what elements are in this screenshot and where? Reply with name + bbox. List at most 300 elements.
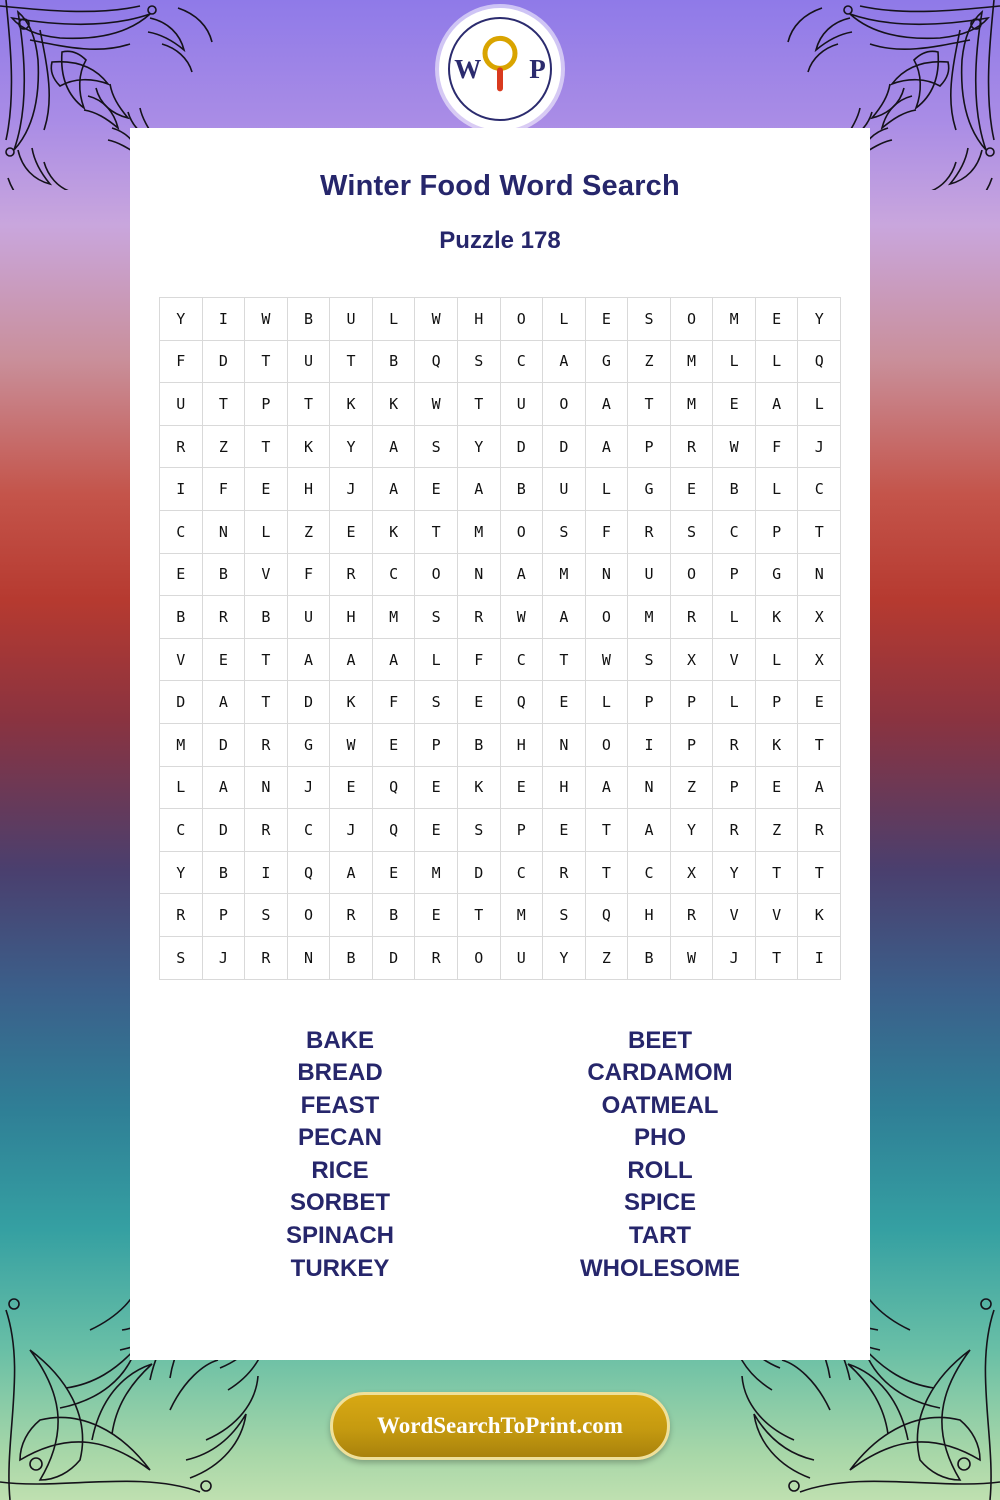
letter-cell[interactable]: T	[330, 340, 373, 383]
word-list-item[interactable]: SORBET	[289, 1189, 390, 1217]
letter-cell[interactable]: C	[372, 553, 415, 596]
letter-cell[interactable]: L	[245, 510, 288, 553]
letter-cell[interactable]: D	[202, 340, 245, 383]
letter-cell[interactable]: N	[585, 553, 628, 596]
word-list-item[interactable]: BAKE	[305, 1026, 374, 1054]
letter-cell[interactable]: Z	[755, 809, 798, 852]
letter-cell[interactable]: S	[415, 425, 458, 468]
letter-cell[interactable]: A	[585, 425, 628, 468]
letter-cell[interactable]: T	[245, 340, 288, 383]
letter-cell[interactable]: B	[372, 894, 415, 937]
letter-cell[interactable]: P	[713, 553, 756, 596]
letter-cell[interactable]: U	[543, 468, 586, 511]
letter-grid-row	[160, 894, 841, 937]
magnifier-icon	[477, 35, 523, 93]
letter-cell[interactable]: C	[500, 638, 543, 681]
letter-cell[interactable]: C	[160, 510, 203, 553]
letter-cell[interactable]: W	[585, 638, 628, 681]
letter-cell[interactable]: S	[543, 510, 586, 553]
letter-cell[interactable]: R	[330, 894, 373, 937]
letter-cell[interactable]: A	[585, 766, 628, 809]
letter-cell[interactable]: J	[287, 766, 330, 809]
letter-cell[interactable]: A	[330, 638, 373, 681]
letter-cell[interactable]: N	[457, 553, 500, 596]
letter-cell[interactable]: B	[160, 596, 203, 639]
word-list-item[interactable]: BREAD	[297, 1059, 383, 1087]
letter-cell[interactable]: N	[543, 723, 586, 766]
letter-cell[interactable]: Q	[415, 340, 458, 383]
letter-cell[interactable]: T	[457, 894, 500, 937]
letter-cell[interactable]: S	[415, 596, 458, 639]
letter-cell[interactable]: M	[628, 596, 671, 639]
letter-cell[interactable]: J	[713, 936, 756, 979]
letter-cell[interactable]: M	[670, 340, 713, 383]
letter-cell[interactable]: E	[415, 766, 458, 809]
site-footer-button[interactable]	[330, 1392, 670, 1460]
letter-cell[interactable]: O	[500, 510, 543, 553]
letter-cell[interactable]: A	[798, 766, 841, 809]
letter-grid-body	[160, 298, 841, 980]
letter-grid-wrapper	[159, 297, 841, 980]
letter-cell[interactable]: J	[798, 425, 841, 468]
letter-cell[interactable]: L	[543, 298, 586, 341]
letter-cell[interactable]: C	[160, 809, 203, 852]
letter-cell[interactable]: E	[372, 851, 415, 894]
letter-cell[interactable]: W	[415, 383, 458, 426]
letter-cell[interactable]: C	[287, 809, 330, 852]
letter-cell[interactable]: C	[500, 851, 543, 894]
letter-cell[interactable]: A	[202, 681, 245, 724]
letter-cell[interactable]: Q	[798, 340, 841, 383]
letter-cell[interactable]: K	[755, 596, 798, 639]
letter-cell[interactable]: V	[755, 894, 798, 937]
letter-cell[interactable]: W	[330, 723, 373, 766]
letter-cell[interactable]: R	[713, 809, 756, 852]
letter-cell[interactable]: A	[287, 638, 330, 681]
word-list-item[interactable]: OATMEAL	[601, 1091, 719, 1119]
letter-cell[interactable]: A	[755, 383, 798, 426]
letter-cell[interactable]: O	[415, 553, 458, 596]
letter-cell[interactable]: O	[670, 298, 713, 341]
letter-cell[interactable]: Q	[287, 851, 330, 894]
letter-cell[interactable]: U	[500, 383, 543, 426]
letter-cell[interactable]: F	[202, 468, 245, 511]
letter-cell[interactable]: Y	[330, 425, 373, 468]
letter-cell[interactable]: Y	[543, 936, 586, 979]
logo-circle	[448, 17, 552, 121]
letter-cell[interactable]: Z	[628, 340, 671, 383]
letter-cell[interactable]: S	[670, 510, 713, 553]
letter-cell[interactable]: R	[628, 510, 671, 553]
letter-cell[interactable]: I	[160, 468, 203, 511]
word-list-item[interactable]: TART	[628, 1222, 692, 1250]
letter-cell[interactable]: Q	[372, 766, 415, 809]
letter-cell[interactable]: E	[543, 809, 586, 852]
letter-cell[interactable]: K	[372, 383, 415, 426]
letter-cell[interactable]: B	[628, 936, 671, 979]
letter-cell[interactable]: Z	[585, 936, 628, 979]
letter-cell[interactable]: Y	[798, 298, 841, 341]
word-list	[180, 1025, 820, 1286]
letter-grid-row	[160, 596, 841, 639]
letter-cell[interactable]: M	[372, 596, 415, 639]
letter-cell[interactable]: F	[160, 340, 203, 383]
letter-cell[interactable]: A	[543, 596, 586, 639]
letter-cell[interactable]: T	[245, 681, 288, 724]
letter-cell[interactable]: Y	[457, 425, 500, 468]
word-list-item[interactable]: BEET	[627, 1026, 692, 1054]
letter-cell[interactable]: W	[670, 936, 713, 979]
letter-cell[interactable]: E	[543, 681, 586, 724]
letter-cell[interactable]: A	[372, 425, 415, 468]
letter-cell[interactable]: L	[372, 298, 415, 341]
letter-cell[interactable]: K	[798, 894, 841, 937]
letter-cell[interactable]: X	[798, 596, 841, 639]
letter-cell[interactable]: S	[457, 809, 500, 852]
letter-cell[interactable]: Y	[160, 298, 203, 341]
letter-cell[interactable]: W	[245, 298, 288, 341]
letter-cell[interactable]: N	[628, 766, 671, 809]
letter-cell[interactable]: T	[755, 936, 798, 979]
letter-cell[interactable]: X	[670, 851, 713, 894]
letter-cell[interactable]: A	[330, 851, 373, 894]
word-list-item[interactable]: FEAST	[300, 1091, 380, 1119]
letter-cell[interactable]: Y	[160, 851, 203, 894]
letter-cell[interactable]: H	[500, 723, 543, 766]
letter-grid-row	[160, 723, 841, 766]
letter-cell[interactable]: R	[543, 851, 586, 894]
word-list-item[interactable]: ROLL	[627, 1156, 693, 1184]
letter-cell[interactable]: X	[798, 638, 841, 681]
letter-cell[interactable]: S	[628, 298, 671, 341]
letter-cell[interactable]: R	[202, 596, 245, 639]
letter-cell[interactable]: R	[670, 894, 713, 937]
letter-cell[interactable]: O	[500, 298, 543, 341]
letter-cell[interactable]: R	[798, 809, 841, 852]
letter-cell[interactable]: O	[670, 553, 713, 596]
letter-cell[interactable]: E	[670, 468, 713, 511]
letter-cell[interactable]: R	[330, 553, 373, 596]
letter-cell[interactable]: C	[713, 510, 756, 553]
letter-cell[interactable]: T	[202, 383, 245, 426]
letter-cell[interactable]: P	[202, 894, 245, 937]
letter-cell[interactable]: M	[457, 510, 500, 553]
word-list-item[interactable]: TURKEY	[290, 1254, 390, 1282]
letter-cell[interactable]: Z	[202, 425, 245, 468]
letter-cell[interactable]: O	[287, 894, 330, 937]
word-list-column-right	[500, 1025, 820, 1286]
letter-cell[interactable]: R	[160, 894, 203, 937]
letter-cell[interactable]: J	[330, 809, 373, 852]
letter-cell[interactable]: D	[457, 851, 500, 894]
letter-cell[interactable]: U	[160, 383, 203, 426]
letter-cell[interactable]: V	[160, 638, 203, 681]
letter-cell[interactable]: A	[585, 383, 628, 426]
letter-cell[interactable]: P	[670, 723, 713, 766]
letter-cell[interactable]: K	[330, 681, 373, 724]
letter-cell[interactable]: R	[245, 723, 288, 766]
letter-cell[interactable]: K	[457, 766, 500, 809]
letter-cell[interactable]: L	[755, 468, 798, 511]
letter-cell[interactable]: B	[500, 468, 543, 511]
letter-cell[interactable]: K	[755, 723, 798, 766]
letter-cell[interactable]: E	[330, 766, 373, 809]
letter-cell[interactable]: B	[202, 553, 245, 596]
word-list-item[interactable]: WHOLESOME	[580, 1254, 740, 1282]
letter-cell[interactable]: P	[500, 809, 543, 852]
letter-cell[interactable]: O	[457, 936, 500, 979]
letter-cell[interactable]: B	[287, 298, 330, 341]
site-footer-label: WordSearchToPrint.com	[377, 1413, 623, 1438]
logo-letter-p: P	[529, 53, 546, 84]
letter-cell[interactable]: V	[245, 553, 288, 596]
letter-cell[interactable]: E	[415, 809, 458, 852]
letter-cell[interactable]: E	[245, 468, 288, 511]
letter-grid-row	[160, 851, 841, 894]
letter-cell[interactable]: T	[585, 809, 628, 852]
letter-cell[interactable]: Z	[287, 510, 330, 553]
letter-cell[interactable]: K	[287, 425, 330, 468]
letter-cell[interactable]: G	[755, 553, 798, 596]
letter-cell[interactable]: M	[713, 298, 756, 341]
letter-cell[interactable]: H	[330, 596, 373, 639]
letter-cell[interactable]: U	[287, 596, 330, 639]
letter-cell[interactable]: E	[713, 383, 756, 426]
letter-cell[interactable]: R	[670, 425, 713, 468]
letter-cell[interactable]: E	[330, 510, 373, 553]
letter-cell[interactable]: F	[457, 638, 500, 681]
letter-cell[interactable]: L	[755, 638, 798, 681]
letter-cell[interactable]: B	[713, 468, 756, 511]
letter-cell[interactable]: A	[372, 638, 415, 681]
letter-cell[interactable]: I	[628, 723, 671, 766]
letter-cell[interactable]: W	[415, 298, 458, 341]
letter-cell[interactable]: T	[585, 851, 628, 894]
letter-cell[interactable]: Q	[585, 894, 628, 937]
letter-cell[interactable]: H	[543, 766, 586, 809]
letter-cell[interactable]: Y	[713, 851, 756, 894]
letter-cell[interactable]: H	[457, 298, 500, 341]
letter-cell[interactable]: V	[713, 638, 756, 681]
letter-cell[interactable]: S	[415, 681, 458, 724]
letter-cell[interactable]: N	[202, 510, 245, 553]
letter-cell[interactable]: I	[202, 298, 245, 341]
letter-cell[interactable]: X	[670, 638, 713, 681]
letter-cell[interactable]: W	[500, 596, 543, 639]
word-list-item[interactable]: SPINACH	[285, 1222, 394, 1250]
letter-grid-row	[160, 936, 841, 979]
letter-cell[interactable]: N	[245, 766, 288, 809]
letter-cell[interactable]: K	[372, 510, 415, 553]
word-list-item[interactable]: SPICE	[623, 1189, 697, 1217]
letter-cell[interactable]: N	[798, 553, 841, 596]
letter-cell[interactable]: R	[245, 809, 288, 852]
letter-cell[interactable]: E	[755, 298, 798, 341]
letter-cell[interactable]: T	[457, 383, 500, 426]
letter-cell[interactable]: E	[415, 468, 458, 511]
letter-cell[interactable]: D	[287, 681, 330, 724]
letter-cell[interactable]: W	[713, 425, 756, 468]
letter-cell[interactable]: T	[543, 638, 586, 681]
letter-cell[interactable]: R	[670, 596, 713, 639]
letter-cell[interactable]: E	[160, 553, 203, 596]
letter-cell[interactable]: T	[755, 851, 798, 894]
letter-cell[interactable]: J	[202, 936, 245, 979]
letter-cell[interactable]: O	[543, 383, 586, 426]
letter-cell[interactable]: Q	[372, 809, 415, 852]
letter-cell[interactable]: B	[245, 596, 288, 639]
letter-cell[interactable]: A	[500, 553, 543, 596]
letter-cell[interactable]: J	[330, 468, 373, 511]
letter-cell[interactable]: G	[287, 723, 330, 766]
letter-cell[interactable]: G	[628, 468, 671, 511]
letter-grid-row	[160, 766, 841, 809]
letter-cell[interactable]: S	[457, 340, 500, 383]
letter-cell[interactable]: S	[245, 894, 288, 937]
letter-grid-row	[160, 425, 841, 468]
letter-cell[interactable]: E	[500, 766, 543, 809]
letter-cell[interactable]: P	[628, 425, 671, 468]
letter-cell[interactable]: T	[798, 510, 841, 553]
letter-cell[interactable]: B	[202, 851, 245, 894]
letter-cell[interactable]: R	[457, 596, 500, 639]
letter-cell[interactable]: U	[500, 936, 543, 979]
word-list-item[interactable]: PHO	[633, 1124, 686, 1152]
letter-cell[interactable]: P	[670, 681, 713, 724]
letter-cell[interactable]: A	[202, 766, 245, 809]
puzzle-sheet	[130, 128, 870, 1360]
letter-cell[interactable]: U	[628, 553, 671, 596]
letter-cell[interactable]: M	[500, 894, 543, 937]
letter-cell[interactable]: H	[287, 468, 330, 511]
letter-cell[interactable]: E	[798, 681, 841, 724]
letter-cell[interactable]: O	[585, 596, 628, 639]
letter-cell[interactable]: I	[798, 936, 841, 979]
letter-cell[interactable]: B	[330, 936, 373, 979]
word-list-item[interactable]: RICE	[311, 1156, 369, 1184]
letter-cell[interactable]: E	[585, 298, 628, 341]
letter-cell[interactable]: U	[330, 298, 373, 341]
letter-cell[interactable]: A	[457, 468, 500, 511]
letter-cell[interactable]: S	[543, 894, 586, 937]
letter-cell[interactable]: R	[415, 936, 458, 979]
letter-cell[interactable]: Z	[670, 766, 713, 809]
letter-cell[interactable]: A	[543, 340, 586, 383]
letter-cell[interactable]: D	[543, 425, 586, 468]
letter-cell[interactable]: I	[245, 851, 288, 894]
letter-cell[interactable]: R	[245, 936, 288, 979]
letter-cell[interactable]: M	[670, 383, 713, 426]
letter-cell[interactable]: K	[330, 383, 373, 426]
letter-cell[interactable]: T	[415, 510, 458, 553]
word-list-item[interactable]: PECAN	[297, 1124, 382, 1152]
letter-cell[interactable]: B	[372, 340, 415, 383]
letter-grid-row	[160, 298, 841, 341]
letter-grid-row	[160, 468, 841, 511]
letter-cell[interactable]: U	[287, 340, 330, 383]
letter-cell[interactable]: D	[202, 809, 245, 852]
letter-cell[interactable]: L	[798, 383, 841, 426]
letter-cell[interactable]: E	[415, 894, 458, 937]
letter-cell[interactable]: E	[755, 766, 798, 809]
letter-cell[interactable]: L	[713, 681, 756, 724]
letter-cell[interactable]: E	[457, 681, 500, 724]
letter-grid-row	[160, 510, 841, 553]
letter-cell[interactable]: Y	[670, 809, 713, 852]
letter-cell[interactable]: E	[372, 723, 415, 766]
letter-cell[interactable]: L	[585, 468, 628, 511]
letter-cell[interactable]: S	[160, 936, 203, 979]
letter-grid-row	[160, 383, 841, 426]
letter-cell[interactable]: F	[287, 553, 330, 596]
puzzle-number: Puzzle 178	[439, 227, 561, 254]
letter-cell[interactable]: R	[713, 723, 756, 766]
letter-cell[interactable]: L	[585, 681, 628, 724]
letter-cell[interactable]: F	[755, 425, 798, 468]
letter-cell[interactable]: S	[628, 638, 671, 681]
letter-cell[interactable]: T	[287, 383, 330, 426]
word-list-item[interactable]: CARDAMOM	[587, 1059, 733, 1087]
letter-cell[interactable]: L	[415, 638, 458, 681]
letter-cell[interactable]: E	[202, 638, 245, 681]
page-title: Winter Food Word Search	[320, 170, 680, 202]
letter-grid[interactable]	[159, 297, 841, 980]
letter-cell[interactable]: T	[798, 851, 841, 894]
letter-cell[interactable]: P	[755, 681, 798, 724]
letter-cell[interactable]: N	[287, 936, 330, 979]
letter-cell[interactable]: M	[415, 851, 458, 894]
letter-cell[interactable]: H	[628, 894, 671, 937]
letter-cell[interactable]: O	[585, 723, 628, 766]
site-logo	[439, 8, 561, 130]
letter-cell[interactable]: F	[585, 510, 628, 553]
letter-cell[interactable]: C	[798, 468, 841, 511]
letter-cell[interactable]: G	[585, 340, 628, 383]
letter-cell[interactable]: V	[713, 894, 756, 937]
letter-cell[interactable]: P	[245, 383, 288, 426]
letter-grid-row	[160, 553, 841, 596]
letter-cell[interactable]: D	[160, 681, 203, 724]
letter-cell[interactable]: T	[245, 425, 288, 468]
letter-cell[interactable]: R	[160, 425, 203, 468]
letter-cell[interactable]: Q	[500, 681, 543, 724]
letter-cell[interactable]: C	[628, 851, 671, 894]
letter-cell[interactable]: B	[457, 723, 500, 766]
letter-cell[interactable]: P	[713, 766, 756, 809]
letter-cell[interactable]: P	[415, 723, 458, 766]
letter-cell[interactable]: L	[713, 596, 756, 639]
letter-cell[interactable]: L	[713, 340, 756, 383]
letter-grid-row	[160, 809, 841, 852]
letter-cell[interactable]: T	[628, 383, 671, 426]
letter-cell[interactable]: T	[798, 723, 841, 766]
logo-letter-w: W	[454, 53, 482, 84]
letter-cell[interactable]: P	[628, 681, 671, 724]
letter-cell[interactable]: D	[372, 936, 415, 979]
letter-cell[interactable]: A	[628, 809, 671, 852]
letter-cell[interactable]: P	[755, 510, 798, 553]
letter-cell[interactable]: C	[500, 340, 543, 383]
letter-cell[interactable]: L	[160, 766, 203, 809]
letter-cell[interactable]: T	[245, 638, 288, 681]
letter-cell[interactable]: M	[160, 723, 203, 766]
letter-cell[interactable]: F	[372, 681, 415, 724]
letter-cell[interactable]: M	[543, 553, 586, 596]
letter-cell[interactable]: D	[500, 425, 543, 468]
letter-cell[interactable]: A	[372, 468, 415, 511]
letter-cell[interactable]: D	[202, 723, 245, 766]
letter-cell[interactable]: L	[755, 340, 798, 383]
